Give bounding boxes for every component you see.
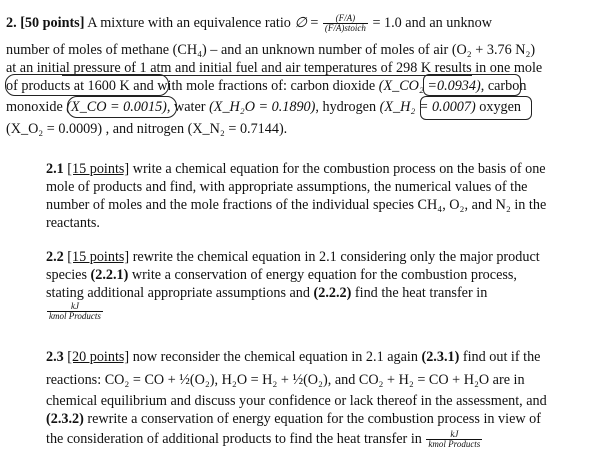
phi-symbol: ∅	[294, 15, 307, 31]
q23-text-1b: find out if the	[462, 349, 541, 365]
q22-unit-num: kJ	[70, 301, 79, 312]
q22-text-2: write a conservation of energy equation for the combustion process,	[131, 267, 517, 283]
fraction-numerator: (F/A)	[335, 13, 356, 24]
q23-text-4: rewrite a conservation of energy equation for the combustion process in view of	[87, 411, 541, 427]
problem-2-line-3: at an initial pressure of 1 atm and initial fuel and air temperatures of 298 K results in one mole	[6, 60, 543, 76]
xco-value: (X_CO = 0.0015)	[66, 99, 167, 115]
q23-text-5: the consideration of additional products to find the heat transfer in	[46, 431, 422, 447]
xco2-value: (X_CO₂ =0.0934)	[378, 78, 481, 94]
q23-unit-num: kJ	[450, 429, 459, 440]
problem-2-line-1	[6, 14, 492, 33]
line5-oxygen: oxygen	[479, 99, 522, 115]
q22-find: find the heat transfer in	[354, 285, 488, 301]
q23-line-2: reactions: CO₂ = CO + ½(O₂), H₂O = H₂ + ½(O₂), and CO₂ + H₂ = CO + H₂O are in	[46, 372, 525, 388]
line4-text: of products at 1600 K and with mole fractions of: carbon dioxide	[6, 78, 376, 94]
q21-points: [15 points]	[67, 161, 130, 177]
xh2o-value: (X_H₂O = 0.1890)	[209, 99, 316, 115]
q22-points: [15 points]	[67, 249, 130, 265]
problem-2-line-2: number of moles of methane (CH₄) – and an unknown number of moles of air (O₂ + 3.76 N₂)	[6, 42, 536, 58]
q22-number: 2.2	[46, 249, 64, 265]
intro-end-text: = 1.0 and an unknow	[372, 15, 492, 31]
xh2-value: (X_H₂ = 0.0007)	[379, 99, 476, 115]
intro-text: A mixture with an equivalence ratio	[87, 15, 291, 31]
circle-xco2	[423, 74, 521, 96]
q23-unit-fraction	[426, 430, 482, 449]
circle-xh2	[420, 96, 532, 120]
q23-number: 2.3	[46, 349, 64, 365]
q21-number: 2.1	[46, 161, 64, 177]
q21-line-2: mole of products and find, with appropriate assumptions, the numerical values of the	[46, 179, 528, 195]
q22-part-222: (2.2.2)	[313, 285, 352, 301]
fraction-denominator: (F/A)stoich	[324, 23, 366, 34]
q23-line-3: chemical equilibrium and discuss your confidence or lack thereof in the assessment, and	[46, 393, 547, 409]
q22-stating: stating additional appropriate assumptions and	[46, 285, 310, 301]
q22-line-1	[46, 248, 540, 266]
q23-line-1	[46, 348, 540, 366]
q22-species: species	[46, 267, 87, 283]
q23-line-5	[46, 430, 483, 449]
q21-line-1	[46, 160, 546, 178]
q22-text-1: rewrite the chemical equation in 2.1 considering only the major product	[132, 249, 540, 265]
problem-points: [50 points]	[20, 15, 85, 31]
q23-points: [20 points]	[67, 349, 130, 365]
problem-number: 2.	[6, 15, 17, 31]
circle-products-1600k	[5, 74, 169, 96]
q21-line-3: number of moles and the mole fractions of the individual species CH₄, O₂, and N₂ in the	[46, 197, 547, 213]
q21-text-1: write a chemical equation for the combustion process on the basis of one	[132, 161, 546, 177]
q22-line-4	[46, 302, 104, 321]
q21-line-4: reactants.	[46, 215, 100, 231]
line5-monoxide: monoxide	[6, 99, 63, 115]
q23-text-1: now reconsider the chemical equation in 2.1 again	[132, 349, 418, 365]
q23-line-4	[46, 410, 541, 428]
q22-line-3	[46, 284, 487, 302]
problem-2-line-6: (X_O₂ = 0.0009) , and nitrogen (X_N₂ = 0.7144).	[6, 121, 288, 137]
pressure-underline	[62, 75, 472, 76]
q22-unit-den: kmol Products	[49, 311, 101, 322]
equivalence-ratio-fraction	[323, 14, 368, 33]
q22-part-221: (2.2.1)	[90, 267, 129, 283]
line4-end: , carbon	[480, 78, 527, 94]
q23-unit-den: kmol Products	[428, 439, 481, 450]
line5-water: , water	[166, 99, 206, 115]
equals-sign: =	[310, 15, 319, 31]
q22-unit-fraction	[47, 302, 103, 321]
circle-xco	[67, 96, 177, 118]
line5-hydrogen: , hydrogen	[315, 99, 377, 115]
q22-line-2	[46, 266, 517, 284]
q23-part-232: (2.3.2)	[46, 411, 84, 427]
q23-part-231: (2.3.1)	[421, 349, 460, 365]
